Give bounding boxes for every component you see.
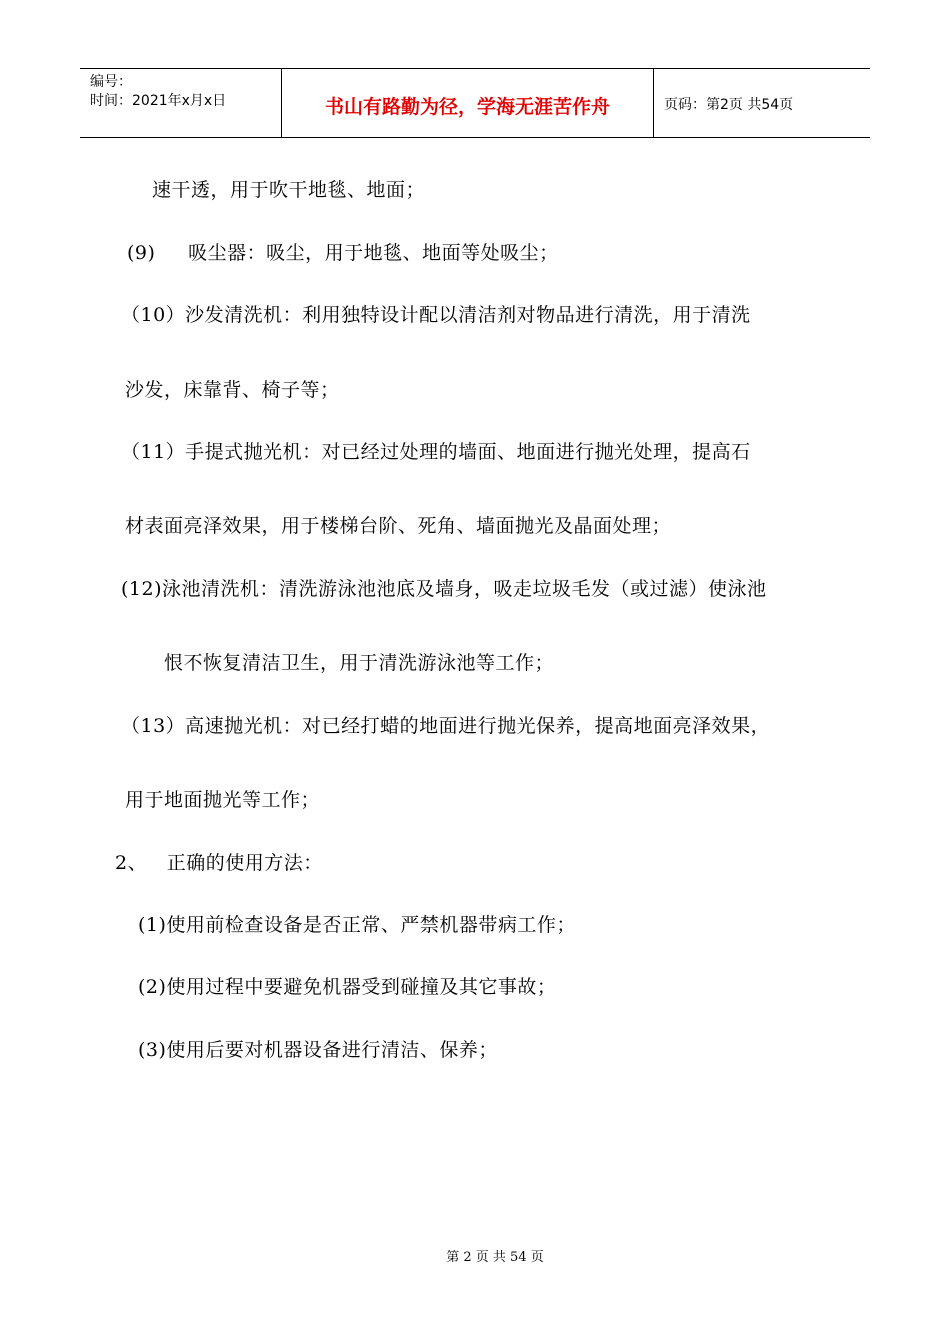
body-line: (3)使用后要对机器设备进行清洁、保养；	[138, 1039, 498, 1061]
header-meta	[80, 69, 282, 137]
page-header	[80, 68, 870, 138]
page-footer: 第 2 页 共 54 页	[446, 1250, 544, 1265]
body-line: (1)使用前检查设备是否正常、严禁机器带病工作；	[138, 914, 576, 936]
body-line: 沙发，床靠背、椅子等；	[125, 379, 340, 401]
header-page-info: 页码：第2页 共54页	[664, 97, 794, 113]
body-line: 速干透，用于吹干地毯、地面；	[152, 179, 426, 201]
body-line: （11）手提式抛光机：对已经过处理的墙面、地面进行抛光处理，提高石	[121, 441, 751, 463]
body-line: (2)使用过程中要避免机器受到碰撞及其它事故；	[138, 976, 557, 998]
body-line: 用于地面抛光等工作；	[125, 789, 321, 811]
document-number-label: 编号：	[90, 74, 132, 90]
body-line: （10）沙发清洗机：利用独特设计配以清洁剂对物品进行清洗，用于清洗	[121, 304, 751, 326]
body-line: （13）高速抛光机：对已经打蜡的地面进行抛光保养，提高地面亮泽效果，	[121, 715, 771, 737]
body-line: 材表面亮泽效果，用于楼梯台阶、死角、墙面抛光及晶面处理；	[125, 515, 672, 537]
document-date: 时间：2021年x月x日	[90, 93, 227, 109]
header-motto: 书山有路勤为径，学海无涯苦作舟	[282, 69, 654, 137]
body-line: (12)泳池清洗机：清洗游泳池池底及墙身，吸走垃圾毛发（或过滤）使泳池	[121, 578, 767, 600]
body-line: (9) 吸尘器：吸尘，用于地毯、地面等处吸尘；	[127, 242, 559, 264]
section-heading: 2、 正确的使用方法：	[115, 852, 323, 874]
body-line: 恨不恢复清洁卫生，用于清洗游泳池等工作；	[164, 652, 555, 674]
